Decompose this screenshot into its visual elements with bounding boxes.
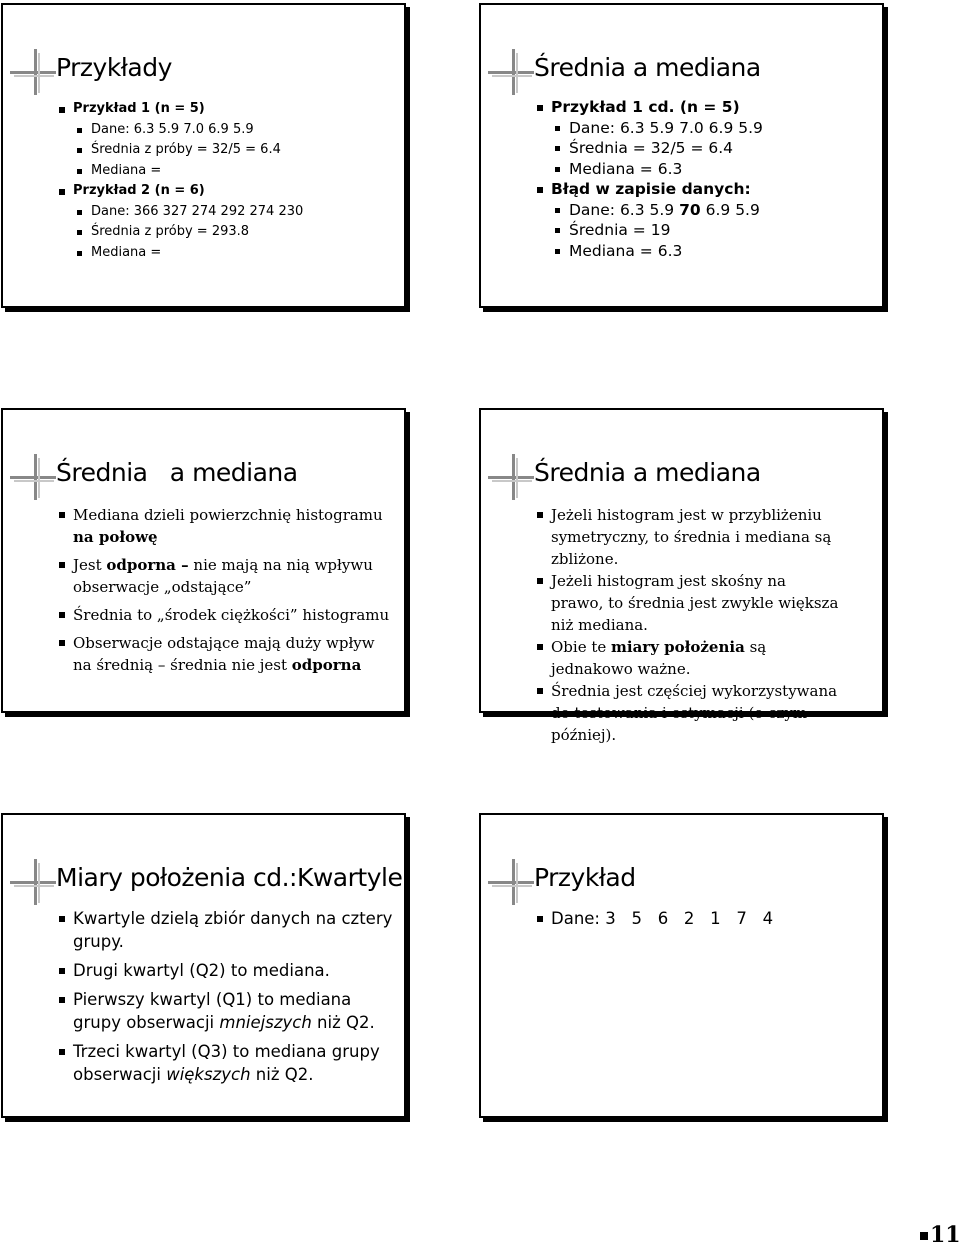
- list-item: Kwartyle dzielą zbiór danych na cztery grupy.: [53, 907, 396, 953]
- list-item: Średnia z próby = 293.8: [53, 222, 394, 243]
- list-item: Średnia = 32/5 = 6.4: [531, 138, 872, 159]
- slide-bullet-list: [53, 504, 394, 676]
- slide-bullet-list: [531, 97, 872, 261]
- list-item: Jeżeli histogram jest w przybliżeniu symetryczny, to średnia i mediana są zbliżone.: [531, 504, 842, 570]
- slide-logo-icon: [10, 454, 56, 500]
- slide-logo-icon: [10, 49, 56, 95]
- list-item: Trzeci kwartyl (Q3) to mediana grupy obserwacji większych niż Q2.: [53, 1040, 396, 1086]
- list-item: Przykład 1 (n = 5): [53, 99, 394, 120]
- slide-bullet-list: [531, 504, 842, 746]
- slide-title: Średnia a mediana: [534, 458, 761, 487]
- list-item: Przykład 2 (n = 6): [53, 181, 394, 202]
- list-item: Średnia jest częściej wykorzystywana do testowania i estymacji (o czym później).: [531, 680, 842, 746]
- list-item: Dane: 366 327 274 292 274 230: [53, 202, 394, 223]
- list-item: Średnia = 19: [531, 220, 872, 241]
- list-item: Mediana dzieli powierzchnię histogramu na połowę: [53, 504, 394, 548]
- slide-title: Średnia a mediana: [534, 53, 761, 82]
- slide-logo-icon: [10, 859, 56, 905]
- slide-przyklady: [1, 3, 406, 308]
- list-item: Przykład 1 cd. (n = 5): [531, 97, 872, 118]
- list-item: Pierwszy kwartyl (Q1) to mediana grupy obserwacji mniejszych niż Q2.: [53, 988, 396, 1034]
- slide-bullet-list: [531, 907, 872, 930]
- page-number: 11: [930, 1222, 961, 1248]
- slide-title: Miary położenia cd.:Kwartyle: [56, 863, 403, 892]
- list-item: Mediana =: [53, 161, 394, 182]
- list-item: Średnia to „środek ciężkości” histogramu: [53, 604, 394, 626]
- list-item: Dane: 3 5 6 2 1 7 4: [531, 907, 872, 930]
- slide-logo-icon: [488, 49, 534, 95]
- list-item: Dane: 6.3 5.9 7.0 6.9 5.9: [531, 118, 872, 139]
- slide-bullet-list: [53, 907, 396, 1086]
- slide-srednia-mediana-2: [1, 408, 406, 713]
- list-item: Drugi kwartyl (Q2) to mediana.: [53, 959, 396, 982]
- slide-srednia-mediana-1: [479, 3, 884, 308]
- list-item: Obserwacje odstające mają duży wpływ na średnią – średnia nie jest odporna: [53, 632, 394, 676]
- list-item: Mediana = 6.3: [531, 159, 872, 180]
- slide-bullet-list: [53, 99, 394, 263]
- list-item: Błąd w zapisie danych:: [531, 179, 872, 200]
- list-item: Dane: 6.3 5.9 7.0 6.9 5.9: [53, 120, 394, 141]
- list-item: Mediana = 6.3: [531, 241, 872, 262]
- slide-srednia-mediana-3: [479, 408, 884, 744]
- list-item: Dane: 6.3 5.9 70 6.9 5.9: [531, 200, 872, 221]
- list-item: Jeżeli histogram jest skośny na prawo, to średnia jest zwykle większa niż mediana.: [531, 570, 842, 636]
- list-item: Obie te miary położenia są jednakowo ważne.: [531, 636, 842, 680]
- slide-title: Przykład: [534, 863, 636, 892]
- list-item: Jest odporna – nie mają na nią wpływu obserwacje „odstające”: [53, 554, 394, 598]
- list-item: Średnia z próby = 32/5 = 6.4: [53, 140, 394, 161]
- slide-przyklad: [479, 813, 884, 1118]
- slide-logo-icon: [488, 454, 534, 500]
- list-item: Mediana =: [53, 243, 394, 264]
- slide-title: Średnia a mediana: [56, 458, 298, 487]
- slide-logo-icon: [488, 859, 534, 905]
- slide-kwartyle: [1, 813, 406, 1118]
- page-number-marker: [920, 1232, 928, 1240]
- slide-title: Przykłady: [56, 53, 172, 82]
